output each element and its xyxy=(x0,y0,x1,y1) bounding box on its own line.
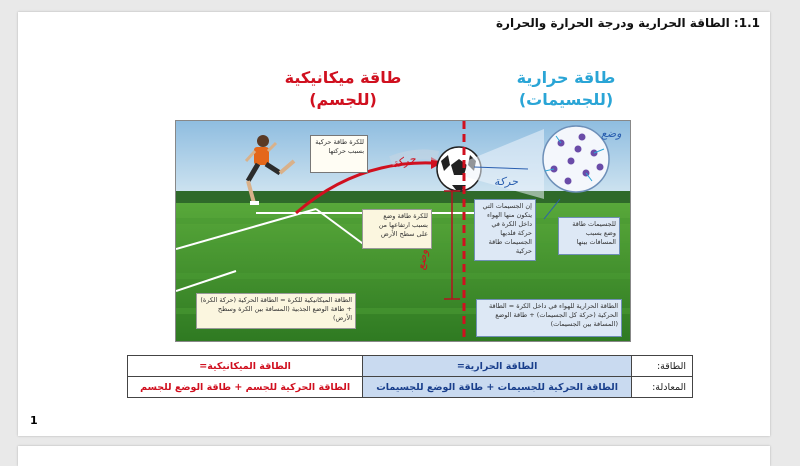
note-thermal-energy: الطاقة الحرارية للهواء في داخل الكرة = الطاقة الحركية (حركة كل الجسيمات) + طاقة الوضع (المسافة بين الجسيمات) xyxy=(476,299,622,337)
handwritten-motion: حركة xyxy=(390,152,418,171)
next-page-edge xyxy=(18,446,770,466)
row-label-equation: المعادلة: xyxy=(632,377,693,398)
mechanical-equation-cell: الطاقة الحركية للجسم + طاقة الوضع للجسم xyxy=(128,377,363,398)
football-illustration xyxy=(175,120,631,342)
document-page xyxy=(18,12,770,436)
table-row xyxy=(128,356,693,377)
table-row xyxy=(128,377,693,398)
particles-bubble xyxy=(543,126,609,192)
note-particles-potential: للجسيمات طاقة وضع بسبب المسافات بينها xyxy=(558,217,620,255)
handwritten-particle-position: وضع xyxy=(601,127,622,140)
note-ball-kinetic: للكرة طاقة حركية بسبب حركتها xyxy=(310,135,368,173)
handwritten-height: وضع xyxy=(414,248,431,271)
mechanical-energy-cell: الطاقة الميكانيكية= xyxy=(128,356,363,377)
mechanical-energy-title: طاقة ميكانيكية (للجسم) xyxy=(284,68,402,109)
energy-equation-table xyxy=(127,355,693,398)
thermal-energy-title: طاقة حرارية (للجسيمات) xyxy=(516,68,616,109)
thermal-equation-cell: الطاقة الحركية للجسيمات + طاقة الوضع للجسيمات xyxy=(363,377,632,398)
handwritten-particle-motion: حركة xyxy=(494,175,519,188)
thermal-energy-cell: الطاقة الحرارية= xyxy=(363,356,632,377)
page-number: 1 xyxy=(30,414,38,427)
note-ball-potential: للكرة طاقة وضع بسبب ارتفاعها من على سطح الأرض xyxy=(362,209,432,249)
distant-trees xyxy=(176,191,630,203)
row-label-energy: الطاقة: xyxy=(632,356,693,377)
section-heading: 1.1: الطاقة الحرارية ودرجة الحرارة والحرارة xyxy=(495,16,760,30)
note-mechanical-energy: الطاقة الميكانيكية للكرة = الطاقة الحركية (حركة الكرة) + طاقة الوضع الجذبية (المسافة بين الكرة وسطح الأرض) xyxy=(196,293,356,329)
note-air-particles: إن الجسيمات التي يتكون منها الهواء داخل الكرة في حركة فلديها الجسيمات طاقة حركية xyxy=(474,199,536,261)
